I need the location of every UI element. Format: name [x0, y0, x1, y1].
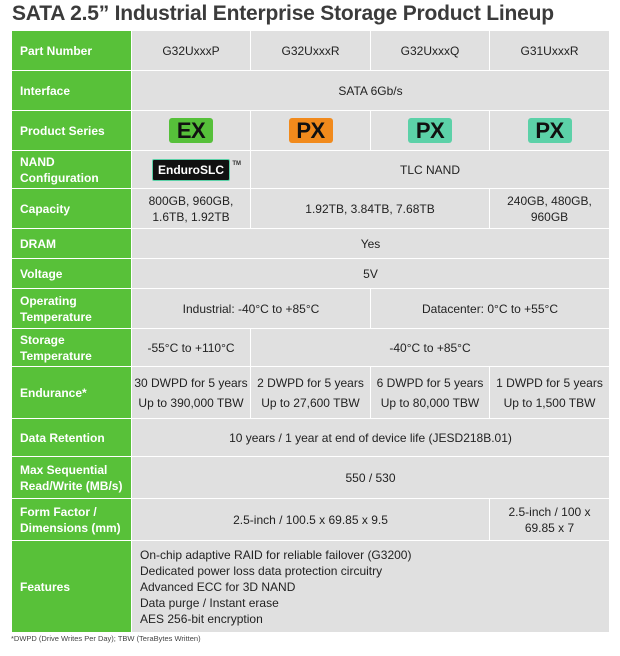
- dwpd-text: 6 DWPD for 5 years: [376, 375, 484, 390]
- row-label: Capacity: [12, 189, 132, 229]
- series-cell: [251, 111, 371, 151]
- industrial-temp-value: Industrial: -40°C to +85°C: [132, 289, 371, 329]
- row-interface: [12, 71, 610, 111]
- px-series-badge: PX: [289, 118, 333, 143]
- row-features: [12, 541, 610, 633]
- row-voltage: [12, 259, 610, 289]
- storage-temp-cell: -55°C to +110°C: [132, 329, 251, 367]
- dwpd-text: 2 DWPD for 5 years: [257, 375, 364, 390]
- row-label: Data Retention: [12, 419, 132, 457]
- row-label: DRAM: [12, 229, 132, 259]
- features-list: [132, 541, 610, 633]
- endurance-cell: [371, 367, 490, 419]
- tbw-text: Up to 1,500 TBW: [503, 395, 596, 410]
- dwpd-text: 1 DWPD for 5 years: [496, 375, 603, 390]
- part-number-cell: G32UxxxP: [132, 31, 251, 71]
- enduroslc-cell: [132, 151, 251, 189]
- px-series-badge: PX: [408, 118, 452, 143]
- dwpd-text: 30 DWPD for 5 years: [134, 375, 248, 390]
- row-label: Part Number: [12, 31, 132, 71]
- part-number-cell: G32UxxxQ: [371, 31, 490, 71]
- row-label: NAND Configuration: [12, 151, 132, 189]
- feature-item: Advanced ECC for 3D NAND: [140, 579, 296, 594]
- tbw-text: Up to 80,000 TBW: [380, 395, 480, 410]
- form-factor-cell: 2.5-inch / 100.5 x 69.85 x 9.5: [132, 499, 490, 541]
- page-title: SATA 2.5” Industrial Enterprise Storage Product Lineup: [12, 2, 554, 25]
- enduro-text: Enduro: [158, 162, 200, 177]
- data-retention-value: 10 years / 1 year at end of device life (JESD218B.01): [132, 419, 610, 457]
- row-label: Storage Temperature: [12, 329, 132, 367]
- feature-item: AES 256-bit encryption: [140, 611, 263, 626]
- ex-series-badge: EX: [169, 118, 213, 143]
- row-operating-temp: [12, 289, 610, 329]
- max-sequential-value: 550 / 530: [132, 457, 610, 499]
- capacity-cell: 240GB, 480GB, 960GB: [490, 189, 610, 229]
- spec-table: [11, 30, 610, 633]
- trademark: TM: [232, 160, 241, 167]
- row-part-number: [12, 31, 610, 71]
- row-data-retention: [12, 419, 610, 457]
- capacity-cell: 1.92TB, 3.84TB, 7.68TB: [251, 189, 490, 229]
- endurance-cell: [490, 367, 610, 419]
- enduroslc-logo: [152, 159, 241, 181]
- endurance-cell: [132, 367, 251, 419]
- row-form-factor: [12, 499, 610, 541]
- row-dram: [12, 229, 610, 259]
- row-endurance: [12, 367, 610, 419]
- row-max-sequential: [12, 457, 610, 499]
- tbw-text: Up to 27,600 TBW: [261, 395, 360, 410]
- series-cell: [132, 111, 251, 151]
- row-capacity: [12, 189, 610, 229]
- row-label: Endurance*: [12, 367, 132, 419]
- part-number-cell: G32UxxxR: [251, 31, 371, 71]
- feature-item: On-chip adaptive RAID for reliable failover (G3200): [140, 547, 412, 562]
- tbw-text: Up to 390,000 TBW: [138, 395, 244, 410]
- row-label: Operating Temperature: [12, 289, 132, 329]
- row-label: Product Series: [12, 111, 132, 151]
- interface-value: SATA 6Gb/s: [132, 71, 610, 111]
- row-label: Features: [12, 541, 132, 633]
- feature-item: Data purge / Instant erase: [140, 595, 279, 610]
- row-label: Max Sequential Read/Write (MB/s): [12, 457, 132, 499]
- row-product-series: [12, 111, 610, 151]
- footnote: *DWPD (Drive Writes Per Day); TBW (TeraBytes Written): [11, 634, 201, 643]
- part-number-cell: G31UxxxR: [490, 31, 610, 71]
- row-storage-temp: [12, 329, 610, 367]
- row-label: Interface: [12, 71, 132, 111]
- voltage-value: 5V: [132, 259, 610, 289]
- series-cell: [490, 111, 610, 151]
- endurance-cell: [251, 367, 371, 419]
- row-nand: [12, 151, 610, 189]
- px-series-badge: PX: [528, 118, 572, 143]
- storage-temp-cell: -40°C to +85°C: [251, 329, 610, 367]
- datacenter-temp-value: Datacenter: 0°C to +55°C: [371, 289, 610, 329]
- form-factor-cell: 2.5-inch / 100 x 69.85 x 7: [490, 499, 610, 541]
- slc-text: SLC: [200, 162, 224, 177]
- series-cell: [371, 111, 490, 151]
- nand-value: TLC NAND: [251, 151, 610, 189]
- capacity-cell: 800GB, 960GB, 1.6TB, 1.92TB: [132, 189, 251, 229]
- row-label: Voltage: [12, 259, 132, 289]
- row-label: Form Factor / Dimensions (mm): [12, 499, 132, 541]
- feature-item: Dedicated power loss data protection circuitry: [140, 563, 383, 578]
- dram-value: Yes: [132, 229, 610, 259]
